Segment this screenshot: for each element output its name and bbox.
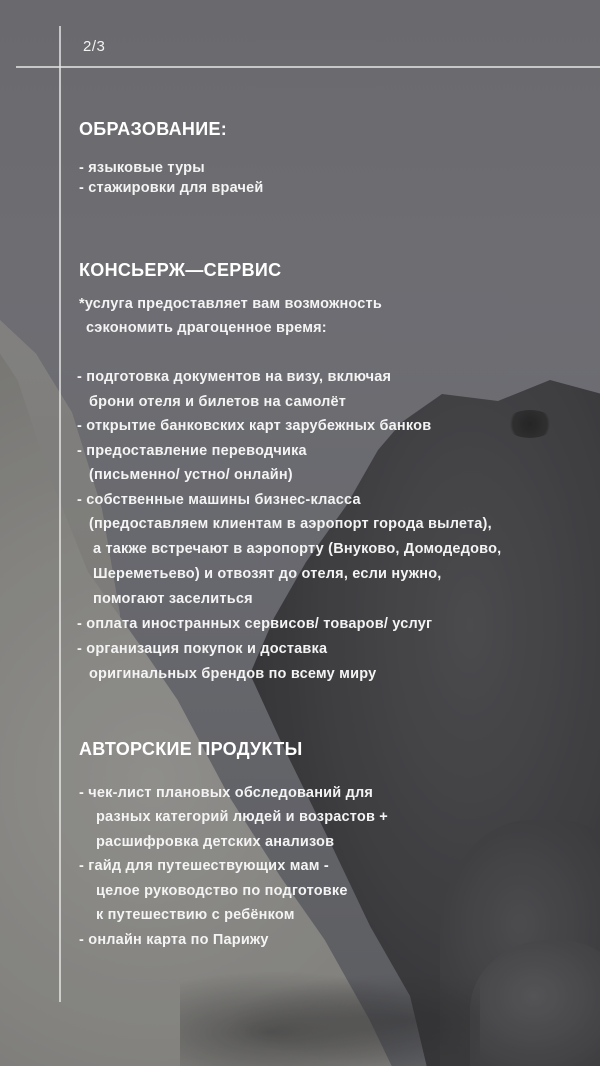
page-indicator: 2/3 xyxy=(83,38,106,55)
concierge-note: *услуга предоставляет вам возможность xyxy=(79,296,382,312)
education-item: - языковые туры xyxy=(79,160,205,176)
frame-horizontal-line xyxy=(16,66,600,68)
concierge-line: - открытие банковских карт зарубежных банков xyxy=(77,418,432,434)
product-line: - гайд для путешествующих мам - xyxy=(79,858,329,874)
concierge-line: - собственные машины бизнес-класса xyxy=(77,492,361,508)
product-line: - онлайн карта по Парижу xyxy=(79,932,269,948)
section-title-products: АВТОРСКИЕ ПРОДУКТЫ xyxy=(79,739,303,759)
section-title-education: ОБРАЗОВАНИЕ: xyxy=(79,119,228,139)
concierge-line: (письменно/ устно/ онлайн) xyxy=(89,467,293,483)
concierge-line: Шереметьево) и отвозят до отеля, если нужно, xyxy=(93,566,442,582)
concierge-line: (предоставляем клиентам в аэропорт города вылета), xyxy=(89,516,492,532)
concierge-line: - оплата иностранных сервисов/ товаров/ услуг xyxy=(77,616,433,632)
concierge-note: сэкономить драгоценное время: xyxy=(86,320,327,336)
product-line: к путешествию с ребёнком xyxy=(96,907,295,923)
product-line: расшифровка детских анализов xyxy=(96,834,335,850)
product-line: целое руководство по подготовке xyxy=(96,883,348,899)
frame-vertical-line xyxy=(59,26,61,1002)
product-line: - чек-лист плановых обследований для xyxy=(79,785,374,801)
concierge-line: - подготовка документов на визу, включая xyxy=(77,369,392,385)
concierge-line: помогают заселиться xyxy=(93,591,253,607)
concierge-line: - предоставление переводчика xyxy=(77,443,307,459)
concierge-line: а также встречают в аэропорту (Внуково, Домодедово, xyxy=(93,541,502,557)
product-line: разных категорий людей и возрастов + xyxy=(96,809,388,825)
education-item: - стажировки для врачей xyxy=(79,180,264,196)
concierge-line: брони отеля и билетов на самолёт xyxy=(89,394,347,410)
section-title-concierge: КОНСЬЕРЖ—СЕРВИС xyxy=(79,260,282,280)
concierge-line: оригинальных брендов по всему миру xyxy=(89,666,377,682)
concierge-line: - организация покупок и доставка xyxy=(77,641,328,657)
